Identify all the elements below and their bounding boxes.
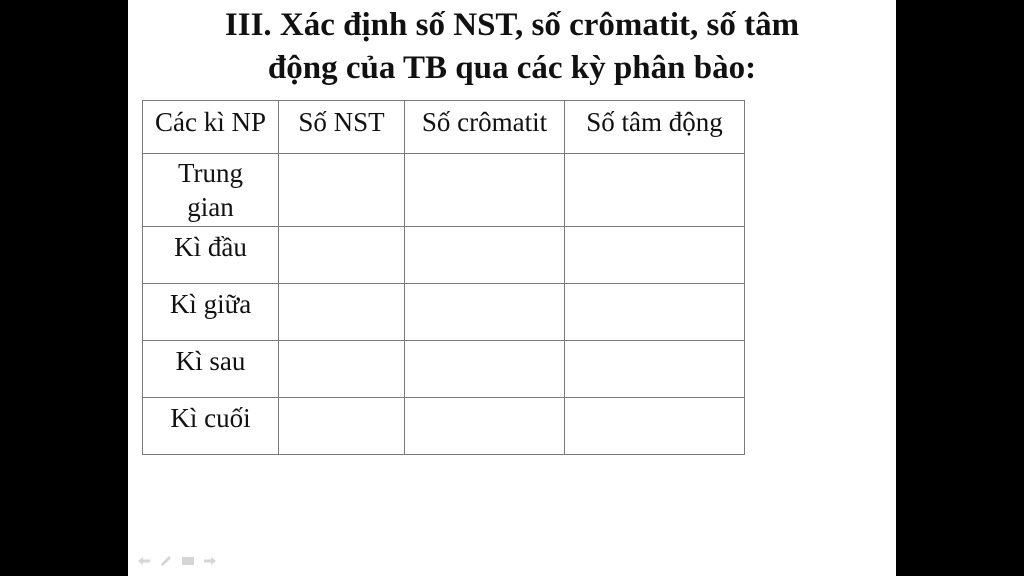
previous-arrow-icon[interactable]: [136, 554, 152, 568]
row-label-line-2: gian: [187, 192, 234, 222]
cell-centromere-count: [565, 227, 745, 284]
cell-chromosome-count: [279, 227, 405, 284]
table-row: [143, 398, 745, 455]
header-centromere-count: Số tâm động: [565, 101, 745, 154]
row-label-interphase: [143, 154, 279, 227]
cell-chromatid-count: [405, 341, 565, 398]
header-phase: Các kì NP: [143, 101, 279, 154]
row-label-prophase: Kì đầu: [143, 227, 279, 284]
row-label-line-1: Trung: [177, 158, 244, 188]
mitosis-phase-table: [142, 100, 745, 455]
slide: [128, 0, 896, 576]
table-row: [143, 341, 745, 398]
cell-centromere-count: [565, 341, 745, 398]
cell-chromatid-count: [405, 227, 565, 284]
cell-chromatid-count: [405, 284, 565, 341]
slide-title: [128, 4, 896, 90]
cell-centromere-count: [565, 284, 745, 341]
table-header-row: [143, 101, 745, 154]
row-label-metaphase: Kì giữa: [143, 284, 279, 341]
row-label-anaphase: Kì sau: [143, 341, 279, 398]
cell-chromatid-count: [405, 154, 565, 227]
table-row: [143, 284, 745, 341]
pen-icon[interactable]: [158, 554, 174, 568]
cell-centromere-count: [565, 398, 745, 455]
row-label-telophase: Kì cuối: [143, 398, 279, 455]
slide-title-line-2: động của TB qua các kỳ phân bào:: [267, 50, 757, 86]
header-chromosome-count: Số NST: [279, 101, 405, 154]
table-row: [143, 154, 745, 227]
next-arrow-icon[interactable]: [202, 554, 218, 568]
cell-chromosome-count: [279, 284, 405, 341]
slideshow-toolbar: [136, 554, 218, 570]
slide-title-line-1: III. Xác định số NST, số crômatit, số tâm: [224, 7, 800, 43]
header-chromatid-count: Số crômatit: [405, 101, 565, 154]
cell-centromere-count: [565, 154, 745, 227]
table-row: [143, 227, 745, 284]
cell-chromosome-count: [279, 341, 405, 398]
slide-menu-icon[interactable]: [180, 554, 196, 568]
cell-chromatid-count: [405, 398, 565, 455]
cell-chromosome-count: [279, 154, 405, 227]
cell-chromosome-count: [279, 398, 405, 455]
